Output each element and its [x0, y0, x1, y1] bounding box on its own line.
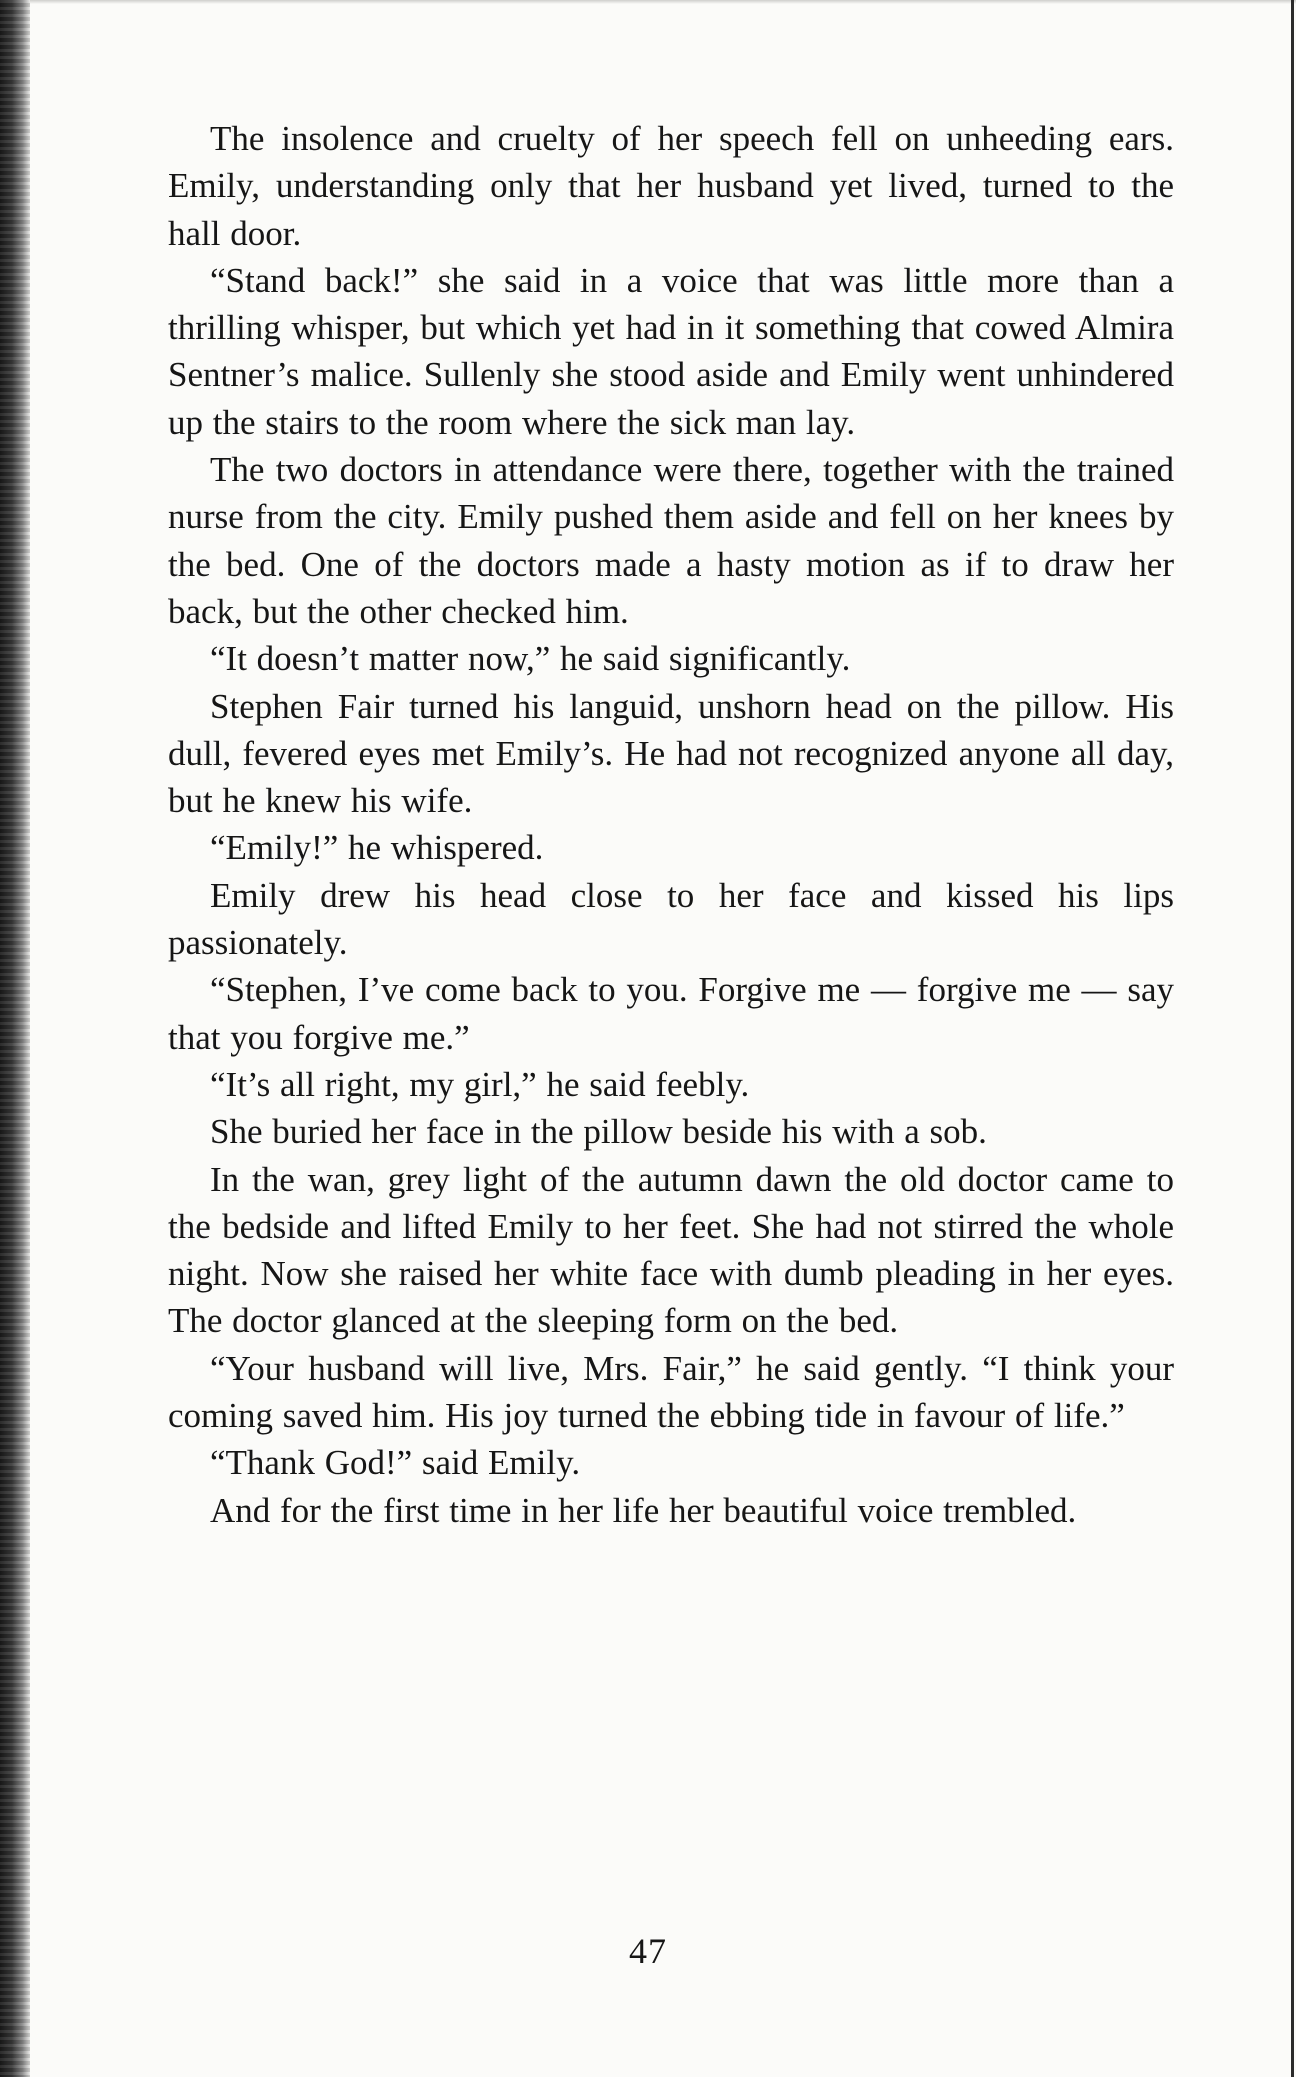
- binding-shadow: [0, 0, 30, 2077]
- paragraph: Emily drew his head close to her face and kissed his lips passionately.: [168, 875, 1174, 963]
- paragraph: “Stephen, I’ve come back to you. Forgive me — forgive me — say that you forgive me.”: [168, 970, 1174, 1057]
- paragraph: And for the first time in her life her beautiful voice trembled.: [210, 1490, 1077, 1530]
- right-page-edge: [1291, 0, 1294, 2077]
- paragraph: In the wan, grey light of the autumn dawn the old doctor came to the bedside and lifted Emily to her feet. She had not stirred the whole night. Now she raised her white face with dumb pleading in her eyes. The doctor glanced at the sleeping form on the bed.: [168, 1159, 1174, 1341]
- top-edge: [30, 0, 1296, 4]
- paragraph: “It doesn’t matter now,” he said significantly.: [210, 639, 851, 679]
- paragraph: Stephen Fair turned his languid, unshorn head on the pillow. His dull, fevered eyes met Emily’s. He had not recognized anyone all day, but he knew his wife.: [168, 686, 1174, 821]
- paragraph: “Emily!” he whispered.: [210, 828, 544, 868]
- paragraph: “It’s all right, my girl,” he said feebly.: [210, 1064, 750, 1104]
- page-number: 47: [629, 1931, 667, 1971]
- paragraph: “Your husband will live, Mrs. Fair,” he said gently. “I think your coming saved him. His joy turned the ebbing tide in favour of life.”: [168, 1348, 1174, 1436]
- paragraph: The two doctors in attendance were there, together with the trained nurse from the city. Emily pushed them aside and fell on her knees by the bed. One of the doctors made a hasty motion as if to draw her back, but the other checked him.: [168, 450, 1174, 631]
- paragraph: “Stand back!” she said in a voice that was little more than a thrilling whisper, but which yet had in it something that cowed Almira Sentner’s malice. Sullenly she stood aside and Emily went unhindered up the stairs to the room where the sick man lay.: [168, 260, 1174, 442]
- paragraph: “Thank God!” said Emily.: [210, 1443, 581, 1483]
- paragraph: The insolence and cruelty of her speech fell on unheeding ears. Emily, understanding only that her husband yet lived, turned to the hall door.: [168, 119, 1174, 253]
- body-text: [168, 115, 1174, 1534]
- paragraph: She buried her face in the pillow beside his with a sob.: [210, 1112, 987, 1152]
